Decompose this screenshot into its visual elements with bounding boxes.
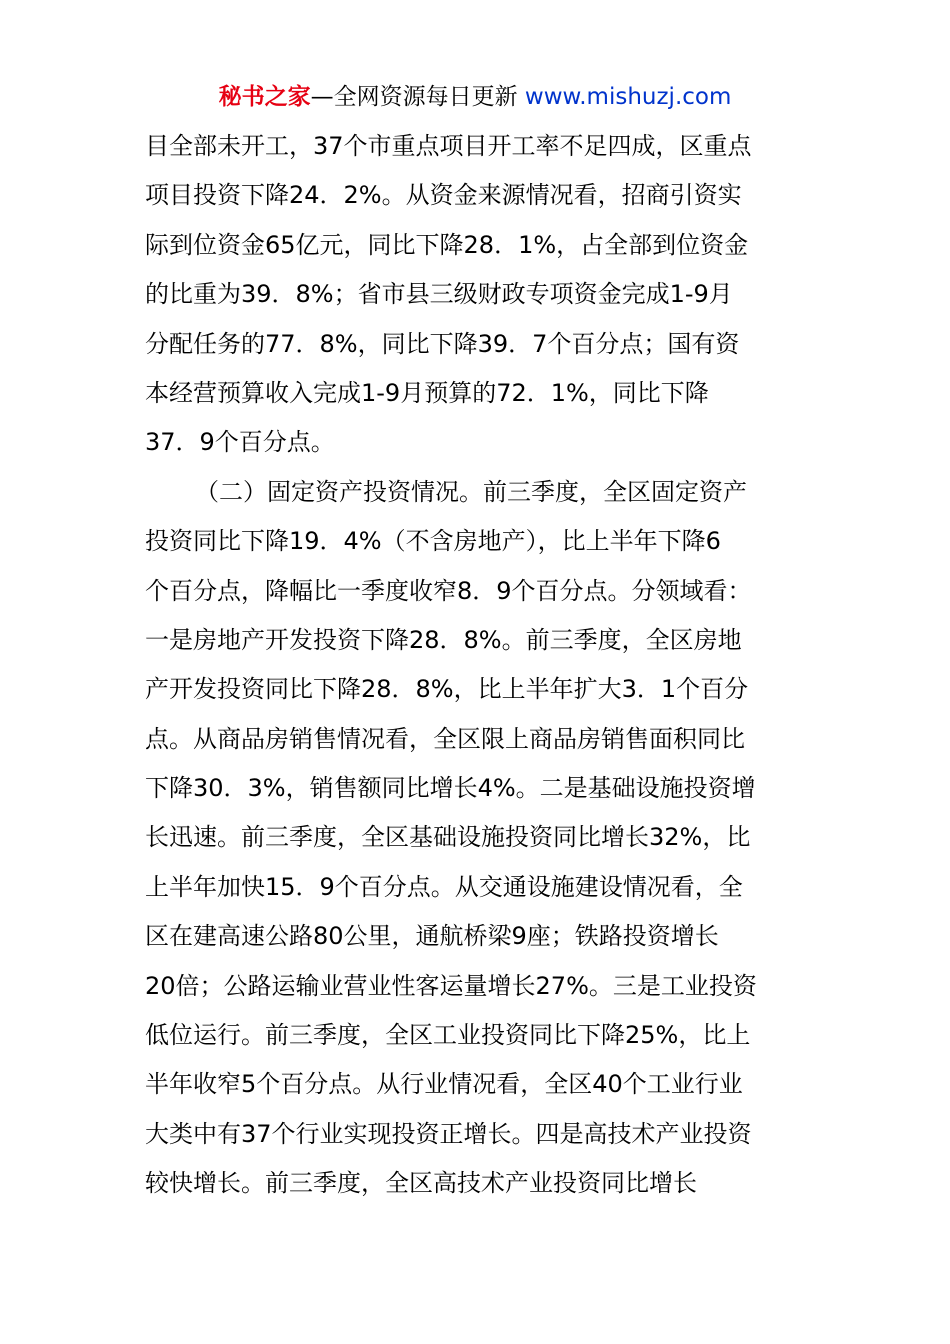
site-header xyxy=(0,80,950,114)
paragraph-1 xyxy=(145,122,810,468)
site-brand: 秘书之家 xyxy=(218,84,311,110)
text-line: 投资同比下降19．4%（不含房地产），比上半年下降6 xyxy=(145,527,721,556)
site-url-link[interactable]: www.mishuzj.com xyxy=(524,84,732,110)
text-line: 低位运行。前三季度，全区工业投资同比下降25%，比上 xyxy=(145,1021,751,1050)
text-line: （二）固定资产投资情况。前三季度，全区固定资产 xyxy=(195,477,747,506)
document-body xyxy=(145,122,810,1209)
text-line: 上半年加快15．9个百分点。从交通设施建设情况看，全 xyxy=(145,872,743,901)
text-line: 产开发投资同比下降28．8%，比上半年扩大3．1个百分 xyxy=(145,675,749,704)
text-line: 半年收窄5个百分点。从行业情况看，全区40个工业行业 xyxy=(145,1070,743,1099)
text-line: 的比重为39．8%；省市县三级财政专项资金完成1-9月 xyxy=(145,280,733,309)
text-line: 一是房地产开发投资下降28．8%。前三季度，全区房地 xyxy=(145,625,742,654)
text-line: 本经营预算收入完成1-9月预算的72．1%，同比下降 xyxy=(145,378,709,407)
text-line: 区在建高速公路80公里，通航桥梁9座；铁路投资增长 xyxy=(145,922,719,951)
text-line: 个百分点，降幅比一季度收窄8．9个百分点。分领域看： xyxy=(145,576,752,605)
site-tagline: —全网资源每日更新 xyxy=(310,84,525,110)
text-line: 目全部未开工，37个市重点项目开工率不足四成，区重点 xyxy=(145,132,752,160)
text-line: 分配任务的77．8%，同比下降39．7个百分点；国有资 xyxy=(145,329,740,358)
text-line: 37．9个百分点。 xyxy=(145,428,335,457)
text-line: 长迅速。前三季度，全区基础设施投资同比增长32%，比 xyxy=(145,823,751,852)
text-line: 大类中有37个行业实现投资正增长。四是高技术产业投资 xyxy=(145,1119,752,1148)
text-line: 项目投资下降24．2%。从资金来源情况看，招商引资实 xyxy=(145,181,742,210)
text-line: 下降30．3%，销售额同比增长4%。二是基础设施投资增 xyxy=(145,774,756,803)
text-line: 20倍；公路运输业营业性客运量增长27%。三是工业投资 xyxy=(145,971,757,1000)
text-line: 际到位资金65亿元，同比下降28．1%，占全部到位资金 xyxy=(145,230,749,259)
text-line: 点。从商品房销售情况看，全区限上商品房销售面积同比 xyxy=(145,724,745,753)
paragraph-2 xyxy=(145,468,810,1209)
text-line: 较快增长。前三季度，全区高技术产业投资同比增长 xyxy=(145,1169,697,1198)
